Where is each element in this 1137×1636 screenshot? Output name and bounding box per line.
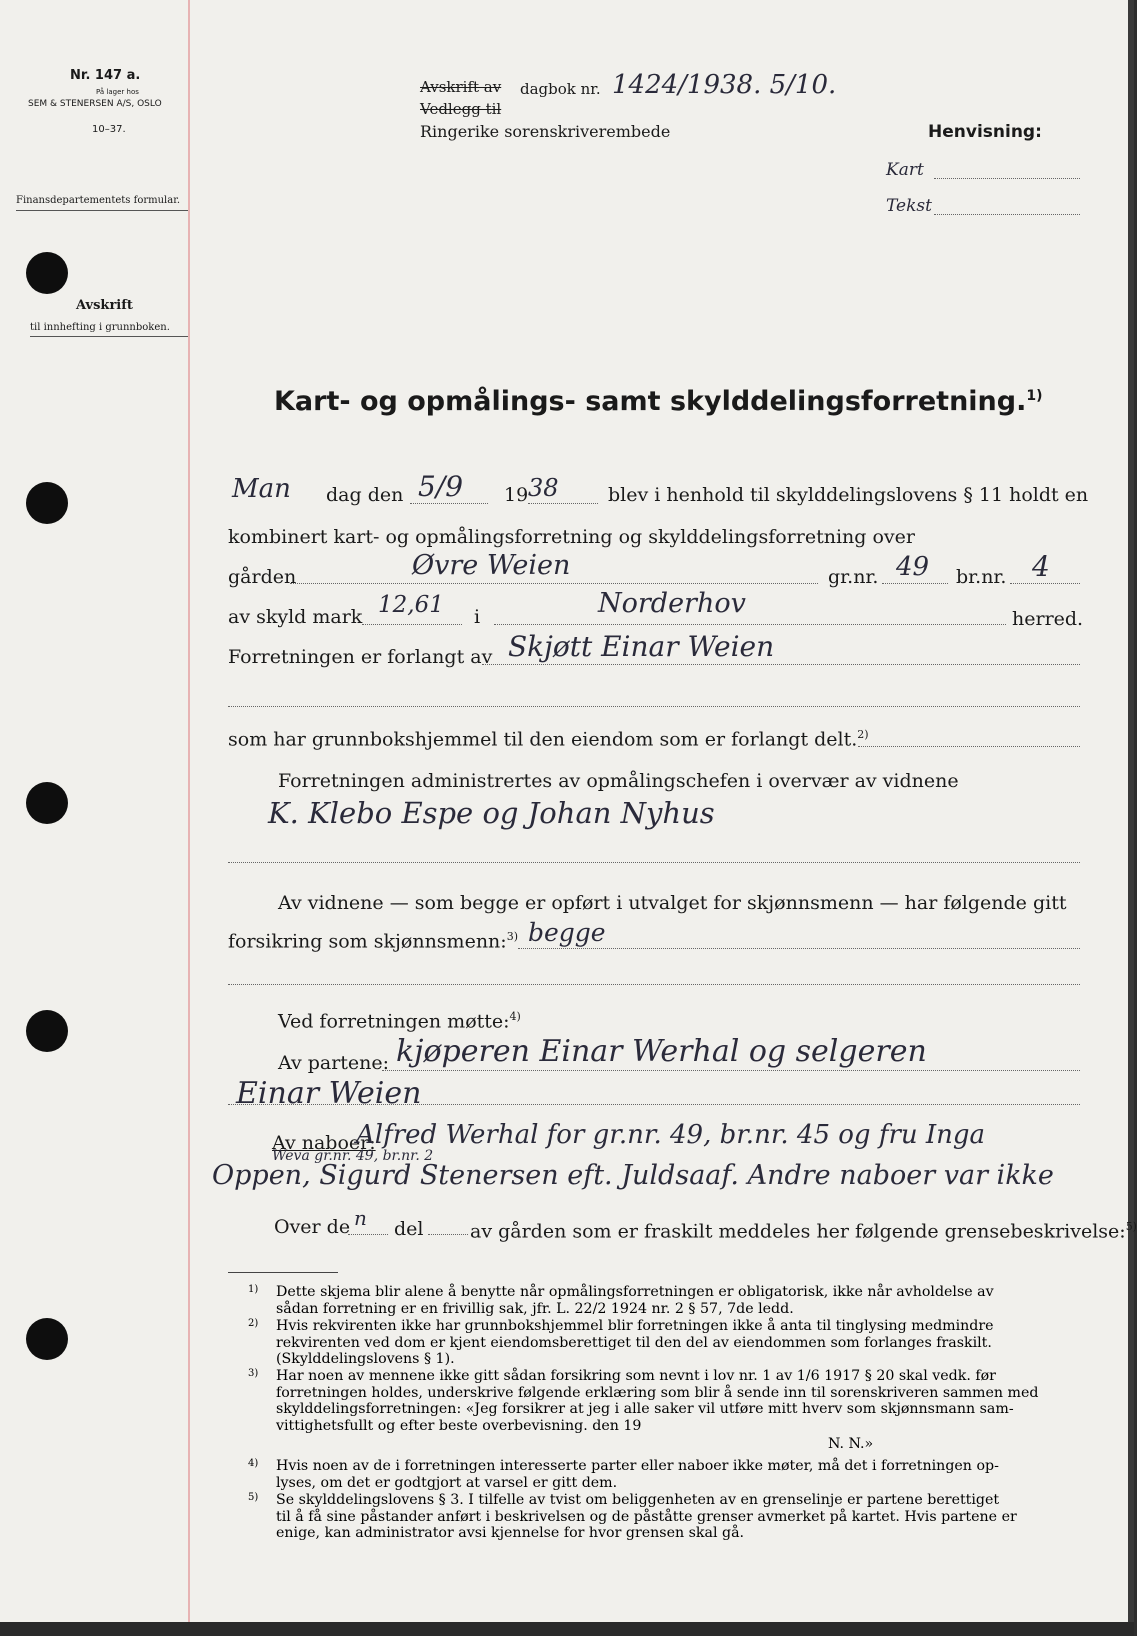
binder-hole	[26, 1318, 68, 1360]
forlangt-handwritten: Skjøtt Einar Weien	[508, 630, 775, 663]
printer-line-2: SEM & STENERSEN A/S, OSLO	[28, 99, 162, 109]
av-garden-sentence: av gården som er fraskilt meddeles her følgende grensebeskrivelse:	[470, 1220, 1126, 1243]
partene-line	[382, 1070, 1080, 1071]
av-garden-footnote-ref: 5)	[1125, 1220, 1137, 1233]
over-de-label: Over de	[274, 1216, 351, 1238]
footnote-5	[248, 1492, 1076, 1542]
naboer-handwritten-2: Oppen, Sigurd Stenersen eft. Juldsaaf. Andre naboer var ikke	[212, 1160, 1054, 1191]
garden-handwritten: Øvre Weien	[412, 550, 571, 581]
kart-line	[934, 178, 1080, 179]
henvisning-label: Henvisning:	[928, 122, 1042, 142]
document-title	[274, 386, 1043, 417]
scan-edge-bottom	[0, 1622, 1134, 1636]
footnote-number: 3)	[248, 1368, 259, 1379]
herred-handwritten: Norderhov	[598, 588, 746, 619]
ministry-underline	[16, 210, 188, 211]
year-line	[528, 503, 598, 504]
printer-line-1: På lager hos	[96, 88, 139, 96]
title-text: Kart- og opmålings- samt skylddelingsforretning.	[274, 386, 1027, 417]
garden-label: gården	[228, 566, 297, 588]
naboer-label: Av naboer:	[272, 1132, 376, 1154]
vedlegg-stamp: Vedlegg til	[420, 100, 502, 118]
footnote-text: Hvis rekvirenten ikke har grunnbokshjemmel blir forretningen ikke å anta til tinglysing medmindre rekvirenten ved dom er kjent eiendomsberettiget til den del av eiendommen som forlanges fraskilt. (Skylddelingslovens § 1).	[276, 1318, 994, 1368]
date-handwritten: 5/9	[418, 470, 464, 503]
forsikring-label	[228, 930, 518, 952]
motte-footnote-ref: 4)	[509, 1010, 521, 1023]
blank-line-1	[228, 706, 1080, 707]
title-footnote-ref: 1)	[1026, 388, 1043, 404]
avskrift-label: Avskrift	[76, 298, 133, 313]
skyld-handwritten: 12,61	[378, 592, 444, 618]
grunnbok-footnote-ref: 2)	[857, 728, 869, 741]
vidner-handwritten: K. Klebo Espe og Johan Nyhus	[268, 796, 715, 830]
naboer-handwritten-1: Alfred Werhal for gr.nr. 49, br.nr. 45 og fru Inga	[356, 1120, 986, 1150]
del-line	[428, 1234, 468, 1235]
forsikring-handwritten: begge	[528, 918, 606, 947]
partene-handwritten-2: Einar Weien	[236, 1076, 422, 1111]
brnr-label: br.nr.	[956, 566, 1007, 588]
over-de-line	[348, 1234, 388, 1235]
brnr-line	[1010, 583, 1080, 584]
blank-line-4	[228, 1104, 1080, 1105]
footnote-number: 5)	[248, 1492, 259, 1503]
line2-text: kombinert kart- og opmålingsforretning og skylddelingsforretning over	[228, 526, 915, 548]
footnote-text: Se skylddelingslovens § 3. I tilfelle av tvist om beliggenheten av en grenselinje er partene berettiget til å få sine påstander anført i beskrivelsen og de påståtte grenser avmerket på kartet. Hvis partene er enige, kan administrator avsi kjennelse for hvor grensen skal gå.	[276, 1492, 1017, 1542]
grunnbok-text	[228, 728, 869, 750]
brnr-handwritten: 4	[1032, 550, 1050, 583]
vidnene-text: Av vidnene — som begge er opført i utvalget for skjønnsmenn — har følgende gitt	[278, 892, 1067, 914]
forlangt-line	[482, 664, 1080, 665]
footnote-text: Hvis noen av de i forretningen interesserte parter eller naboer ikke møter, må det i forretningen op- lyses, om det er godtgjort at varsel er gitt dem.	[276, 1458, 999, 1491]
form-number: Nr. 147 a.	[70, 68, 141, 83]
footnote-number: 4)	[248, 1458, 259, 1469]
binder-hole	[26, 782, 68, 824]
innhefting-label: til innhefting i grunnboken.	[30, 322, 170, 333]
footnote-1	[248, 1284, 1076, 1317]
footnote-3-signature	[828, 1436, 1028, 1453]
grunnbok-line	[858, 746, 1080, 747]
blank-line-3	[228, 984, 1080, 985]
year-handwritten: 38	[528, 474, 559, 502]
footnote-text: Har noen av mennene ikke gitt sådan forsikring som nevnt i lov nr. 1 av 1/6 1917 § 20 skal vedk. før forretningen holdes, underskrive følgende erklæring som blir å sende inn til sorenskriveren sammen med skylddelingsforretningen: «Jeg forsikrer at jeg i alle saker vil utføre mitt hverv som skjønnsmann sam- vittighetsfullt og efter beste overbevisning. den 19	[276, 1368, 1039, 1434]
office-stamp: Ringerike sorenskriverembede	[420, 122, 671, 141]
tekst-label: Tekst	[886, 196, 932, 216]
form-date: 10–37.	[92, 124, 126, 135]
kart-label: Kart	[886, 160, 924, 180]
forsikring-line	[518, 948, 1080, 949]
binder-hole	[26, 1010, 68, 1052]
date-line	[410, 503, 488, 504]
footnote-text: Dette skjema blir alene å benytte når opmålingsforretningen er obligatorisk, ikke når avholdelse av sådan forretning er en frivillig sak, jfr. L. 22/2 1924 nr. 2 § 57, 7de ledd.	[276, 1284, 994, 1317]
footnote-4	[248, 1458, 1076, 1491]
footnote-number: 2)	[248, 1318, 259, 1329]
administrert-text: Forretningen administrertes av opmålingschefen i overvær av vidnene	[278, 770, 959, 792]
dag-den-label: dag den	[326, 484, 404, 506]
dagbok-number-handwritten: 1424/1938. 5/10.	[612, 70, 837, 100]
footnote-2	[248, 1318, 1076, 1368]
scan-edge-right	[1128, 0, 1134, 1636]
partene-label: Av partene:	[278, 1052, 390, 1074]
dagbok-label: dagbok nr.	[520, 80, 601, 98]
ministry-label: Finansdepartementets formular.	[16, 195, 181, 206]
av-skyld-label: av skyld mark	[228, 606, 363, 628]
footnote-number: 1)	[248, 1284, 259, 1295]
motte-text: Ved forretningen møtte:	[278, 1010, 510, 1033]
herred-label: herred.	[1012, 608, 1084, 630]
footnote-signature-text: N. N.»	[828, 1436, 874, 1452]
binder-hole	[26, 482, 68, 524]
grnr-handwritten: 49	[896, 552, 930, 582]
innhefting-underline	[30, 336, 188, 337]
avskrift-av-stamp: Avskrift av	[420, 78, 502, 96]
naboer-handwritten-note: Weva gr.nr. 49, br.nr. 2	[272, 1148, 434, 1164]
herred-line	[494, 624, 1006, 625]
forsikring-footnote-ref: 3)	[506, 930, 518, 943]
forlangt-label: Forretningen er forlangt av	[228, 646, 493, 668]
garden-line	[290, 583, 818, 584]
blank-line-2	[228, 862, 1080, 863]
grunnbok-sentence: som har grunnbokshjemmel til den eiendom som er forlangt delt.	[228, 728, 858, 751]
av-garden-text	[470, 1220, 1137, 1242]
year-prefix: 19	[504, 484, 529, 506]
binder-hole	[26, 252, 68, 294]
forsikring-text: forsikring som skjønnsmenn:	[228, 930, 507, 953]
margin-rule	[188, 0, 190, 1636]
footnote-3	[248, 1368, 1076, 1434]
grnr-line	[882, 583, 948, 584]
partene-handwritten-1: kjøperen Einar Werhal og selgeren	[396, 1034, 927, 1069]
i-label: i	[474, 606, 481, 628]
grnr-label: gr.nr.	[828, 566, 879, 588]
weekday-handwritten: Man	[232, 474, 291, 504]
footnote-separator	[228, 1272, 338, 1273]
del-label: del	[394, 1218, 424, 1240]
motte-label	[278, 1010, 521, 1032]
over-de-handwritten: n	[354, 1206, 367, 1230]
skyld-line	[362, 624, 462, 625]
line1-text: blev i henhold til skylddelingslovens § 11 holdt en	[608, 484, 1089, 506]
tekst-line	[934, 214, 1080, 215]
